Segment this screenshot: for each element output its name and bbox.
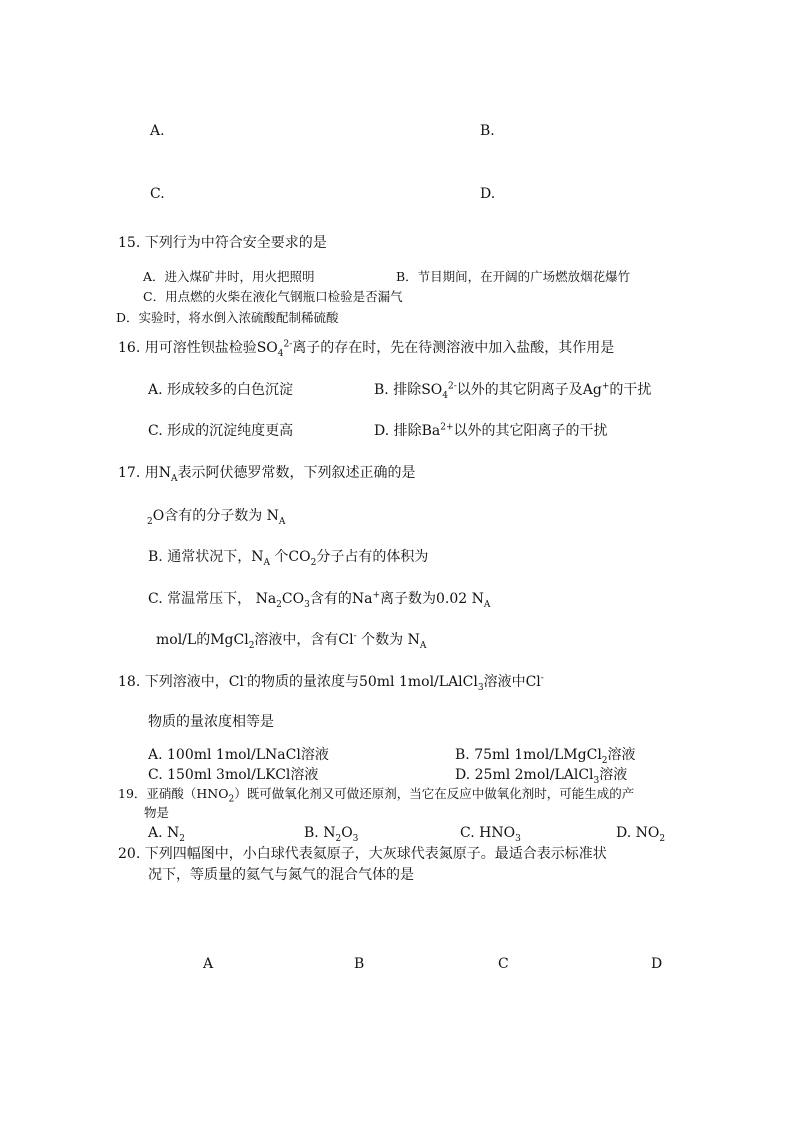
q18-stem-mid2: 溶液中Cl — [483, 674, 541, 690]
q18-b-sub: 2 — [601, 755, 608, 766]
q19-b-pre: B. N — [304, 825, 336, 841]
q16-stem-sup: 2- — [283, 339, 293, 350]
q18-d-pre: D. 25ml 2mol/LAlCl — [455, 767, 594, 783]
q16-stem — [118, 339, 614, 357]
q17-d-sub2: A — [419, 640, 427, 651]
q16-stem-sub: 4 — [277, 348, 284, 359]
q15-option-d: D．实验时，将水倒入浓硫酸配制稀硫酸 — [116, 310, 339, 325]
q17-option-a — [147, 507, 285, 525]
q18-stem-pre: 18. 下列溶液中，Cl — [118, 674, 244, 690]
q17-c-sub2: 3 — [304, 599, 310, 610]
q19-b-sub: 2 — [335, 833, 342, 844]
q17-d-mid2: 个数为 N — [356, 632, 420, 648]
q19-d-sub: 2 — [659, 833, 666, 844]
q17-stem-post: 表示阿伏德罗常数，下列叙述正确的是 — [177, 465, 416, 481]
q20-label-d: D — [651, 956, 663, 972]
q17-b-mid: 个CO — [269, 549, 311, 565]
q16-option-b — [374, 381, 651, 399]
q16-b-mid: 以外的其它阴离子及Ag — [456, 382, 602, 398]
q18-option-a: A. 100ml 1mol/LNaCl溶液 — [148, 747, 329, 763]
q15-option-a: A．进入煤矿井时，用火把照明 — [143, 269, 315, 284]
q20-stem: 20. 下列四幅图中，小白球代表氦原子，大灰球代表氮原子。最适合表示标准状 — [118, 846, 607, 862]
q16-stem-pre: 16. 用可溶性钡盐检验SO — [118, 340, 278, 356]
q19-option-d — [616, 824, 665, 842]
q18-b-pre: B. 75ml 1mol/LMgCl — [455, 747, 602, 763]
q18-stem-sup2: - — [540, 673, 544, 684]
q19-c-pre: C. HNO — [460, 825, 516, 841]
q16-b-sup: 2- — [448, 381, 457, 392]
q19-b-sub2: 3 — [352, 833, 359, 844]
q17-option-d — [156, 631, 426, 649]
q16-d-pre: D. 排除Ba — [374, 423, 441, 439]
q16-option-a: A. 形成较多的白色沉淀 — [148, 382, 294, 398]
q19-d-pre: D. NO — [616, 825, 660, 841]
q17-b-sub: A — [263, 557, 270, 568]
q17-c-mid3: 离子数为0.02 N — [380, 591, 484, 607]
q17-option-c — [148, 590, 490, 608]
q17-a-sub2: A — [278, 516, 286, 527]
q19-stem — [118, 785, 634, 803]
q20-label-a: A — [203, 956, 214, 972]
q19-stem-line2: 物是 — [144, 805, 170, 820]
q17-c-sup: + — [372, 590, 380, 601]
q19-a-pre: A. N — [148, 825, 180, 841]
q17-c-mid2: 含有的Na — [309, 591, 373, 607]
q18-d-post: 溶液 — [599, 767, 628, 783]
q19-option-b — [304, 824, 358, 842]
q17-d-mid: 溶液中，含有Cl — [254, 632, 354, 648]
q17-c-sub3: A — [483, 599, 491, 610]
q17-stem-sub: A — [170, 473, 178, 484]
q19-option-a — [148, 824, 185, 842]
q18-b-post: 溶液 — [607, 747, 636, 763]
q16-option-d — [374, 422, 608, 440]
q18-option-b — [455, 746, 636, 764]
q17-c-sub: 2 — [276, 599, 282, 610]
q16-b-pre: B. 排除SO — [374, 382, 443, 398]
q17-a-mid: O含有的分子数为 N — [152, 508, 279, 524]
q15-option-b: B．节目期间，在开阔的广场燃放烟花爆竹 — [396, 269, 631, 284]
q19-stem-post: ）既可做氧化剂又可做还原剂，当它在反应中做氧化剂时，可能生成的产 — [234, 786, 635, 801]
q18-option-c: C. 150ml 3mol/LKCl溶液 — [148, 767, 319, 783]
q16-d-sup: 2+ — [440, 422, 454, 433]
q19-b-mid: O — [341, 825, 353, 841]
q14-option-d: D. — [480, 186, 496, 202]
q17-stem-pre: 17. 用N — [118, 465, 171, 481]
q17-a-sub: 2 — [147, 516, 153, 527]
q16-option-c: C. 形成的沉淀纯度更高 — [148, 423, 294, 439]
q17-stem — [118, 464, 415, 482]
q18-stem-sup: - — [243, 673, 247, 684]
q20-label-c: C — [498, 956, 509, 972]
q15-option-c: C．用点燃的火柴在液化气钢瓶口检验是否漏气 — [143, 289, 403, 304]
q19-stem-sub: 2 — [228, 794, 235, 805]
q20-label-b: B — [354, 956, 365, 972]
q14-option-c: C. — [150, 186, 165, 202]
q18-option-d — [455, 766, 627, 784]
q14-option-b: B. — [480, 123, 495, 139]
q17-b-post: 分子占有的体积为 — [316, 549, 429, 565]
q19-c-sub: 3 — [515, 833, 521, 844]
q17-c-mid: CO — [281, 591, 305, 607]
q17-c-pre: C. 常温常压下， Na — [148, 591, 277, 607]
q17-b-sub2: 2 — [310, 557, 317, 568]
q16-b-post: 的干扰 — [609, 382, 652, 398]
q16-b-sup2: + — [601, 381, 610, 392]
q18-stem-line2: 物质的量浓度相等是 — [148, 714, 274, 730]
q18-stem-sub: 3 — [477, 682, 484, 693]
q19-a-sub: 2 — [179, 833, 185, 844]
q15-stem: 15. 下列行为中符合安全要求的是 — [118, 235, 327, 251]
q18-stem — [118, 673, 544, 691]
q17-option-b — [148, 548, 428, 566]
q18-stem-mid: 的物质的量浓度与50ml 1mol/LAlCl — [246, 674, 478, 690]
q17-d-sup: - — [353, 631, 357, 642]
q16-d-post: 以外的其它阳离子的干扰 — [453, 423, 608, 439]
q20-stem-line2: 况下，等质量的氦气与氮气的混合气体的是 — [148, 867, 414, 883]
q16-b-sub: 4 — [442, 390, 448, 401]
q17-b-pre: B. 通常状况下，N — [148, 549, 264, 565]
q17-d-pre: mol/L的MgCl — [156, 632, 249, 648]
q19-stem-pre: 19．亚硝酸（HNO — [118, 786, 229, 801]
q16-stem-post: 离子的存在时，先在待测溶液中加入盐酸，其作用是 — [292, 340, 615, 356]
q17-d-sub: 2 — [248, 640, 255, 651]
q18-d-sub: 3 — [593, 775, 600, 786]
q19-option-c — [460, 824, 521, 842]
q14-option-a: A. — [150, 123, 165, 139]
